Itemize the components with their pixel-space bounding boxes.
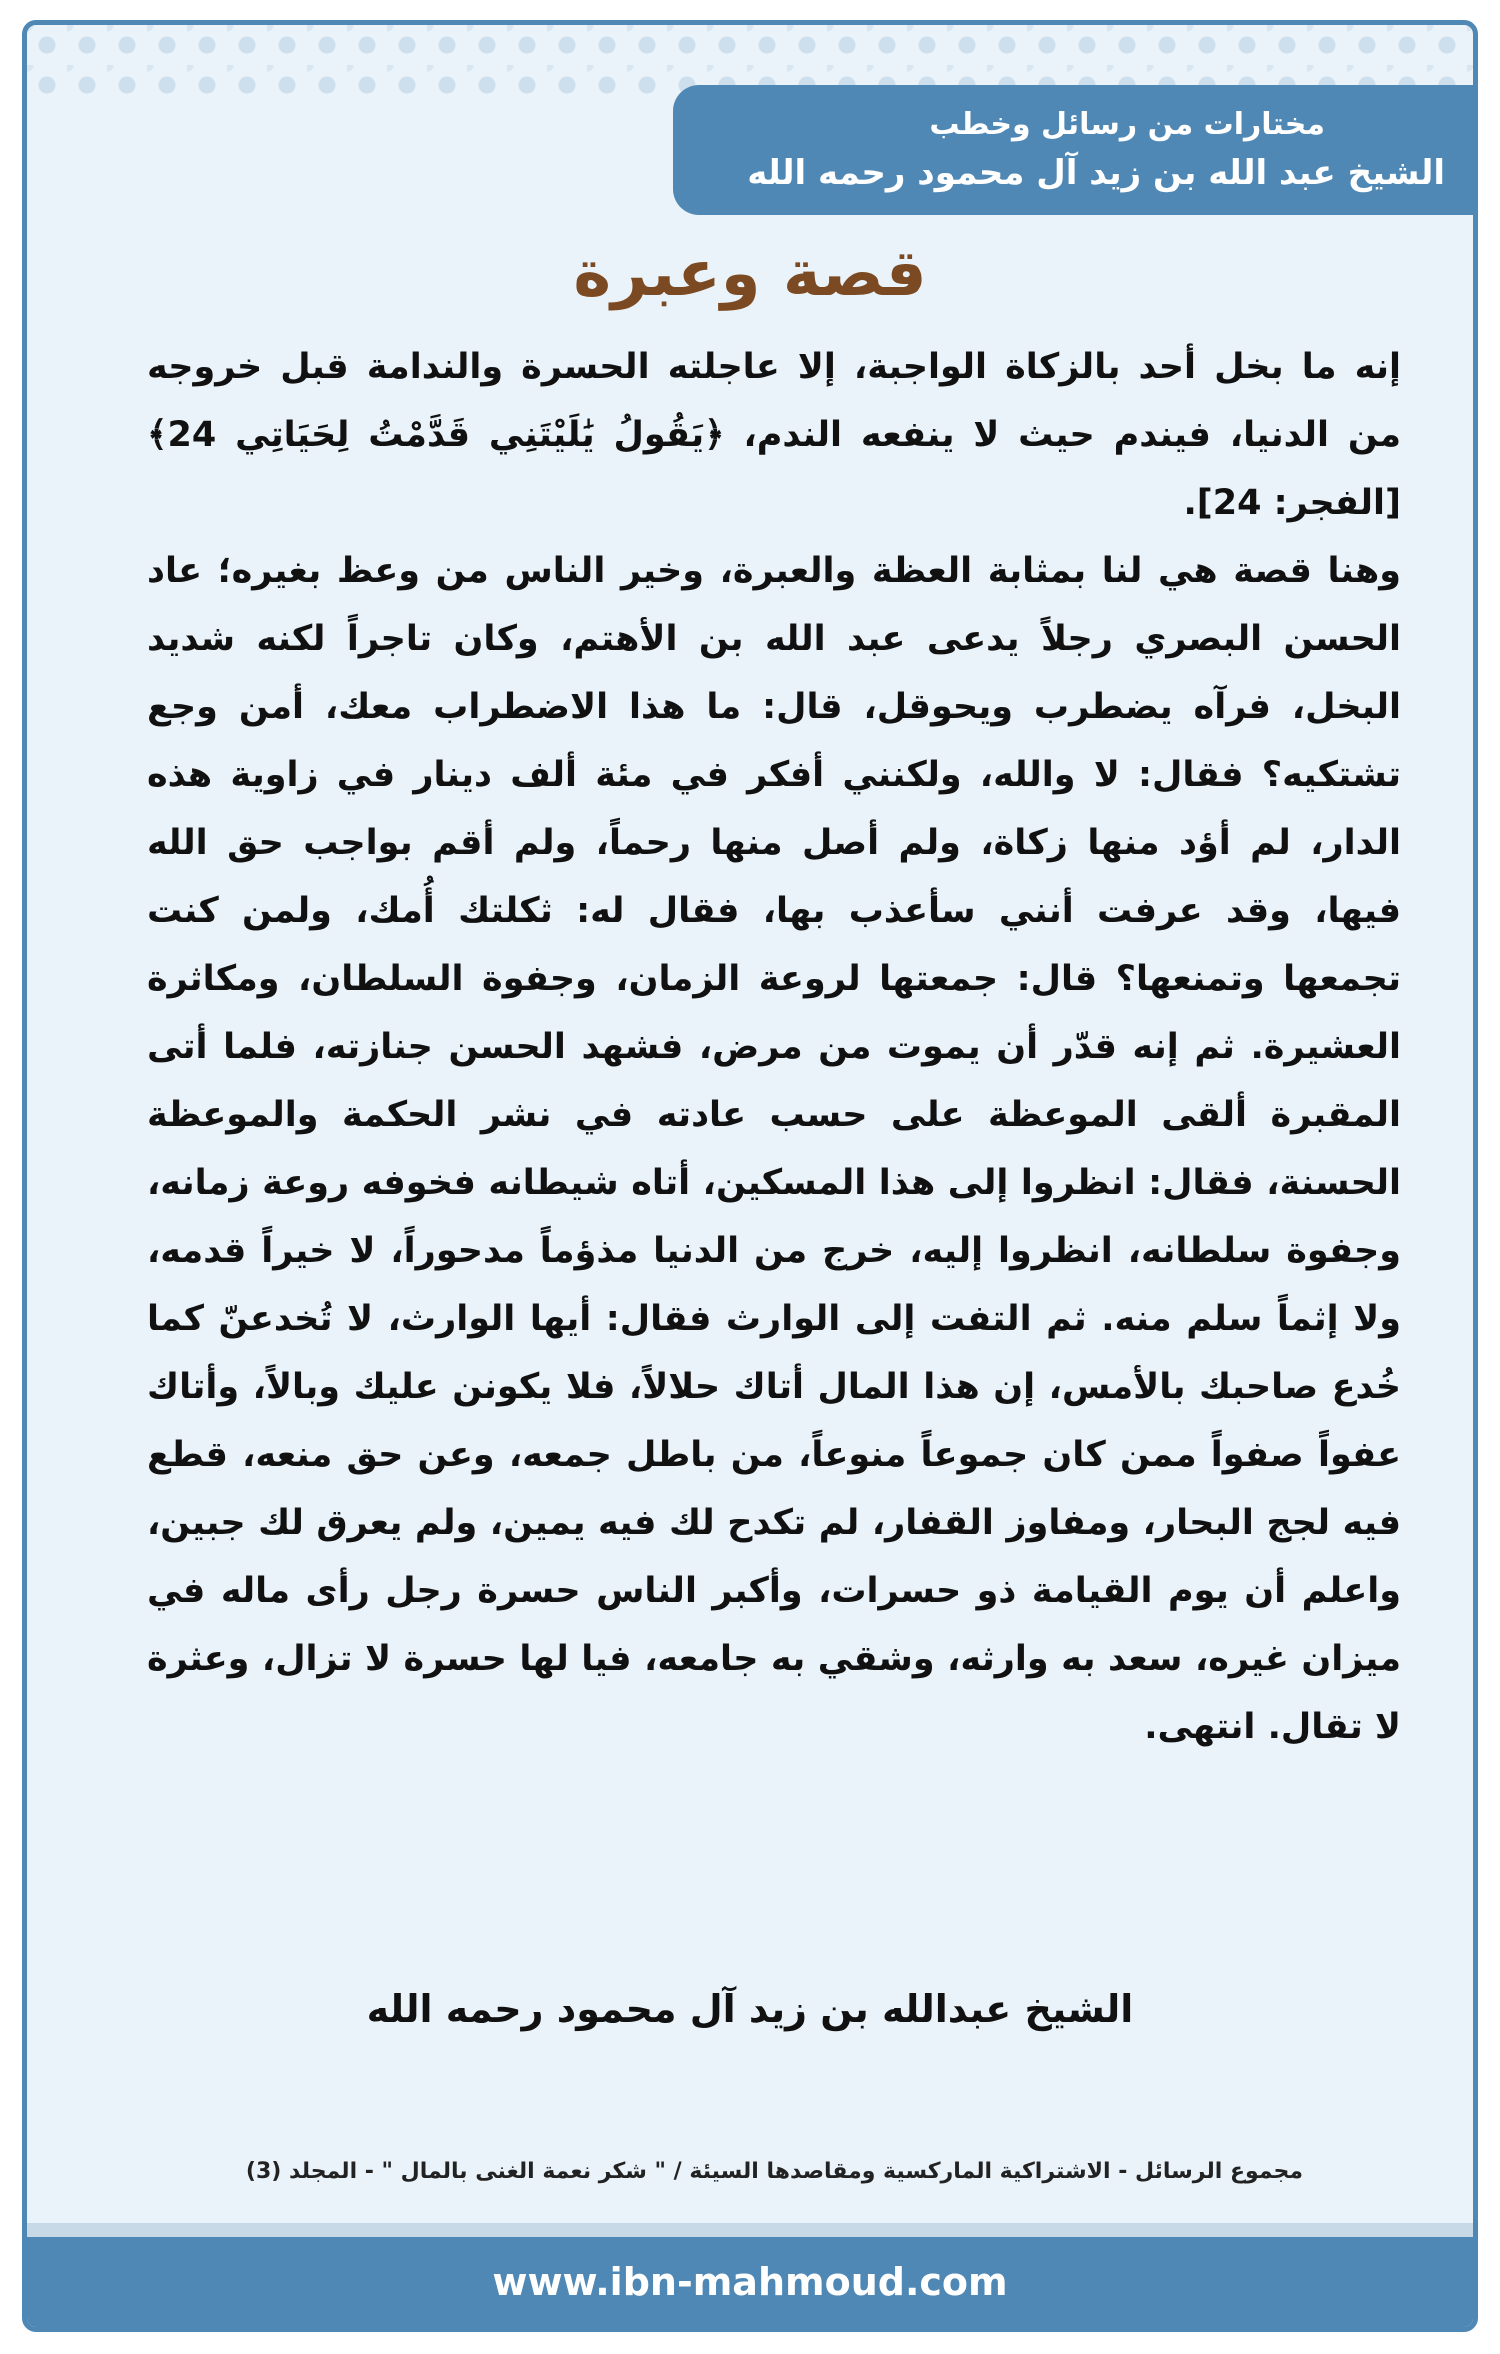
website-link[interactable]: www.ibn-mahmoud.com [492,2260,1008,2304]
header-subtitle: مختارات من رسائل وخطب [929,107,1325,142]
article-body [147,333,1401,1761]
article-title: قصة وعبرة [573,237,927,311]
source-citation: مجموع الرسائل - الاشتراكية الماركسية ومقاصدها السيئة / " شكر نعمة الغنى بالمال " - المجلد (3) [245,2159,1303,2184]
author-signature: الشيخ عبدالله بن زيد آل محمود رحمه الله [366,1987,1134,2031]
page-frame [22,20,1478,2332]
paragraph-2: وهنا قصة هي لنا بمثابة العظة والعبرة، وخير الناس من وعظ بغيره؛ عاد الحسن البصري رجلاً يدعى عبد الله بن الأهتم، وكان تاجراً لكنه شديد البخل، فرآه يضطرب ويحوقل، قال: ما هذا الاضطراب معك، أمن وجع تشتكيه؟ فقال: لا والله، ولكنني أفكر في مئة ألف دينار في زاوية هذه الدار، لم أؤد منها زكاة، ولم أصل منها رحماً، ولم أقم بواجب حق الله فيها، وقد عرفت أنني سأعذب بها، فقال له: ثكلتك أُمك، ولمن كنت تجمعها وتمنعها؟ قال: جمعتها لروعة الزمان، وجفوة السلطان، ومكاثرة العشيرة. ثم إنه قدّر أن يموت من مرض، فشهد الحسن جنازته، فلما أتى المقبرة ألقى الموعظة على حسب عادته في نشر الحكمة والموعظة الحسنة، فقال: انظروا إلى هذا المسكين، أتاه شيطانه فخوفه روعة زمانه، وجفوة سلطانه، انظروا إليه، خرج من الدنيا مذؤماً مدحوراً، لا خيراً قدمه، ولا إثماً سلم منه. ثم التفت إلى الوارث فقال: أيها الوارث، لا تُخدعنّ كما خُدع صاحبك بالأمس، إن هذا المال أتاك حلالاً، فلا يكونن عليك وبالاً، وأتاك عفواً صفواً ممن كان جموعاً منوعاً، من باطل جمعه، وعن حق منعه، قطع فيه لجج البحار، ومفاوز القفار، لم تكدح لك فيه يمين، ولم يعرق لك جبين، واعلم أن يوم القيامة ذو حسرات، وأكبر الناس حسرة رجل رأى ماله في ميزان غيره، سعد به وارثه، وشقي به جامعه، فيا لها حسرة لا تزال، وعثرة لا تقال. انتهى. [147,551,1401,1747]
footer-divider [27,2223,1473,2237]
header-author: الشيخ عبد الله بن زيد آل محمود رحمه الله [747,153,1445,193]
header-banner [673,85,1473,215]
paragraph-1: إنه ما بخل أحد بالزكاة الواجبة، إلا عاجلته الحسرة والندامة قبل خروجه من الدنيا، فيندم حيث لا ينفعه الندم، ﴿يَقُولُ يَٰلَيْتَنِي قَدَّمْتُ لِحَيَاتِي 24﴾ [الفجر: 24]. [147,347,1401,523]
footer-bar [27,2237,1473,2332]
